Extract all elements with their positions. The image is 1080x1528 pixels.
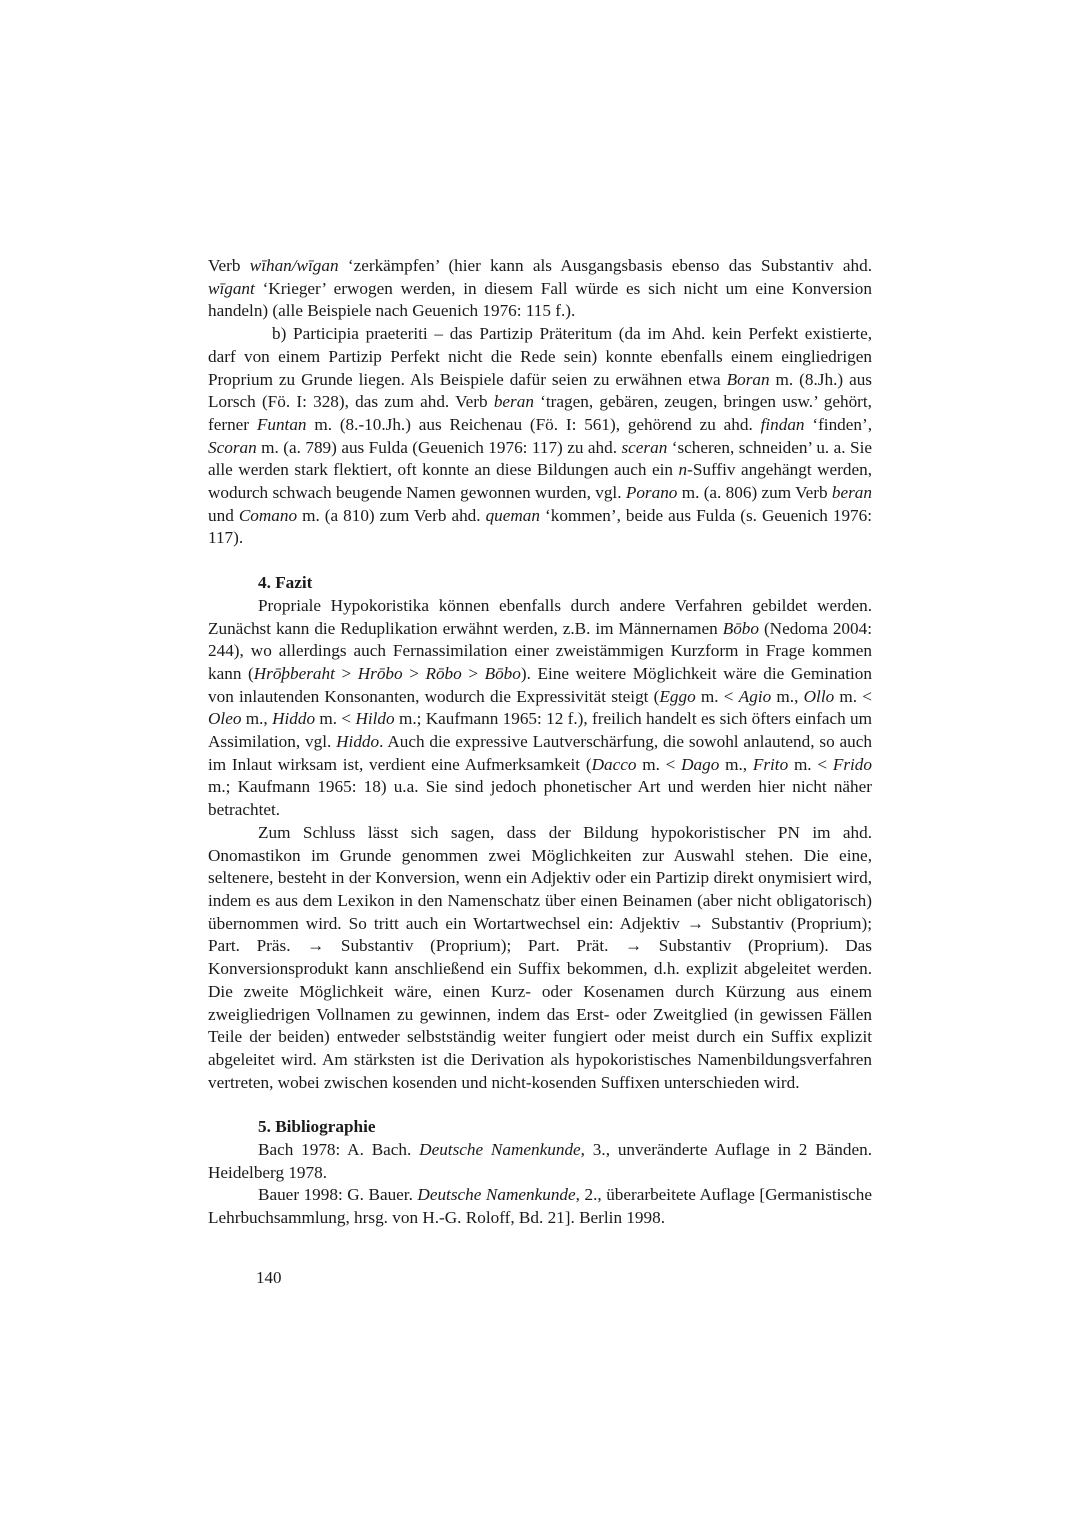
italic-term: Ollo (803, 686, 835, 706)
italic-term: Hrōþberaht (253, 663, 335, 683)
italic-term: Bōbo (484, 663, 521, 683)
bibliography-entry: Bach 1978: A. Bach. Deutsche Namenkunde, 3., unveränderte Auflage in 2 Bänden. Heidelberg 1978. (208, 1140, 872, 1182)
italic-term: Comano (238, 505, 298, 525)
italic-term: Agio (738, 686, 772, 706)
paragraph-continuation: Verb wīhan/wīgan ‘zerkämpfen’ (hier kann als Ausgangsbasis ebenso das Substantiv ahd. wīgant ‘Krieger’ erwogen werden, in diesem Fall würde es sich nicht um eine Konversion handeln) (alle Beispiele nach Geuenich 1976: 115 f.). (208, 256, 872, 321)
italic-term: Eggo (659, 686, 696, 706)
italic-term: Bōbo (722, 618, 759, 638)
italic-term: Rōbo (425, 663, 462, 683)
italic-term: Dago (681, 754, 720, 774)
paragraph-fazit-2: Zum Schluss lässt sich sagen, dass der Bildung hypokoristischer PN im ahd. Onomastikon im Grunde genommen zwei Möglichkeiten zur Auswahl stehen. Die eine, seltenere, besteht in der Konversion, wenn ein Adjektiv oder ein Partizip direkt onymisiert wird, indem es aus dem Lexikon in den Namenschatz über einen Beinamen (aber nicht obligatorisch) übernommen wird. So tritt auch ein Wortartwechsel ein: Adjektiv → Substantiv (Proprium); Part. Präs. → Substantiv (Proprium); Part. Prät. → Substantiv (Proprium). Das Konversionsprodukt kann anschließend ein Suffix bekommen, d.h. explizit abgeleitet werden. Die zweite Möglichkeit wäre, einen Kurz- oder Kosenamen durch Kürzung aus einem zweigliedrigen Vollnamen zu gewinnen, indem das Erst- oder Zweitglied (in gewissen Fällen Teile der beiden) entweder selbstständig weiter fungiert oder meist durch ein Suffix explizit abgeleitet wird. Am stärksten ist die Derivation als hypokoristisches Namenbildungsverfahren vertreten, wobei zwischen kosenden und nicht-kosenden Suffixen unterschieden wird. (208, 822, 872, 1092)
italic-term: Hrōbo (357, 663, 403, 683)
italic-term: findan (760, 414, 805, 434)
italic-term: Deutsche Namenkunde (417, 1185, 576, 1205)
italic-term: wīgant (208, 278, 255, 298)
italic-term: queman (485, 505, 540, 525)
italic-term: beran (831, 483, 872, 503)
italic-term: n (678, 460, 688, 480)
paragraph-fazit-1: Propriale Hypokoristika können ebenfalls durch andere Verfahren gebildet werden. Zunächst kann die Reduplikation erwähnt werden, z.B. im Männernamen Bōbo (Nedoma 2004: 244), wo allerdings auch Fernassimilation einer zweistämmigen Kurzform in Frage kommen kann (Hrōþberaht > Hrōbo > Rōbo > Bōbo). Eine weitere Möglichkeit wäre die Gemination von inlautenden Konsonanten, wodurch die Expressivität steigt (Eggo m. < Agio m., Ollo m. < Oleo m., Hiddo m. < Hildo m.; Kaufmann 1965: 12 f.), freilich handelt es sich öfters einfach um Assimilation, vgl. Hiddo. Auch die expressive Lautverschärfung, die sowohl anlautend, so auch im Inlaut wirksam ist, verdient eine Aufmerksamkeit (Dacco m. < Dago m., Frito m. < Frido m.; Kaufmann 1965: 18) u.a. Sie sind jedoch phonetischer Art und werden hier nicht näher betrachtet. (208, 595, 873, 820)
italic-term: Frito (752, 754, 789, 774)
italic-term: Boran (726, 369, 770, 389)
heading-bibliographie: 5. Bibliographie (258, 1117, 376, 1137)
italic-term: beran (493, 392, 534, 412)
paragraph-participia-praeteriti: b) Participia praeteriti – das Partizip Präteritum (da im Ahd. kein Perfekt existierte, darf von einem Partizip Perfekt nicht die Rede sein) konnte ebenfalls einem eingliedrigen Proprium zu Grunde liegen. Als Beispiele dafür seien zu erwähnen etwa Boran m. (8.Jh.) aus Lorsch (Fö. I: 328), das zum ahd. Verb beran ‘tragen, gebären, zeugen, bringen usw.’ gehört, ferner Funtan m. (8.-10.Jh.) aus Reichenau (Fö. I: 561), gehörend zu ahd. findan ‘finden’, Scoran m. (a. 789) aus Fulda (Geuenich 1976: 117) zu ahd. sceran ‘scheren, schneiden’ u. a. Sie alle werden stark flektiert, oft konnte an diese Bildungen auch ein n-Suffiv angehängt werden, wodurch schwach beugende Namen gewonnen wurden, vgl. Porano m. (a. 806) zum Verb beran und Comano m. (a 810) zum Verb ahd. queman ‘kommen’, beide aus Fulda (s. Geuenich 1976: 117). (208, 324, 873, 548)
italic-term: Porano (625, 483, 678, 503)
italic-term: Scoran (208, 437, 257, 457)
italic-term: Oleo (208, 709, 242, 729)
italic-term: Funtan (256, 414, 307, 434)
italic-term: Frido (832, 754, 872, 774)
italic-term: Hiddo (272, 709, 316, 729)
bibliography-entry: Bauer 1998: G. Bauer. Deutsche Namenkunde, 2., überarbeitete Auflage [Germanistische Lehrbuchsammlung, hrsg. von H.-G. Roloff, Bd. 21]. Berlin 1998. (208, 1185, 872, 1228)
italic-term: Deutsche Namenkunde (419, 1140, 581, 1160)
italic-term: Hiddo (336, 732, 380, 752)
italic-term: Hildo (355, 709, 395, 729)
italic-term: sceran (621, 437, 668, 457)
page-number: 140 (256, 1268, 282, 1287)
italic-term: wīhan/wīgan (249, 256, 339, 275)
heading-fazit: 4. Fazit (258, 573, 313, 593)
page-body (208, 255, 872, 1230)
italic-term: Dacco (591, 754, 637, 774)
